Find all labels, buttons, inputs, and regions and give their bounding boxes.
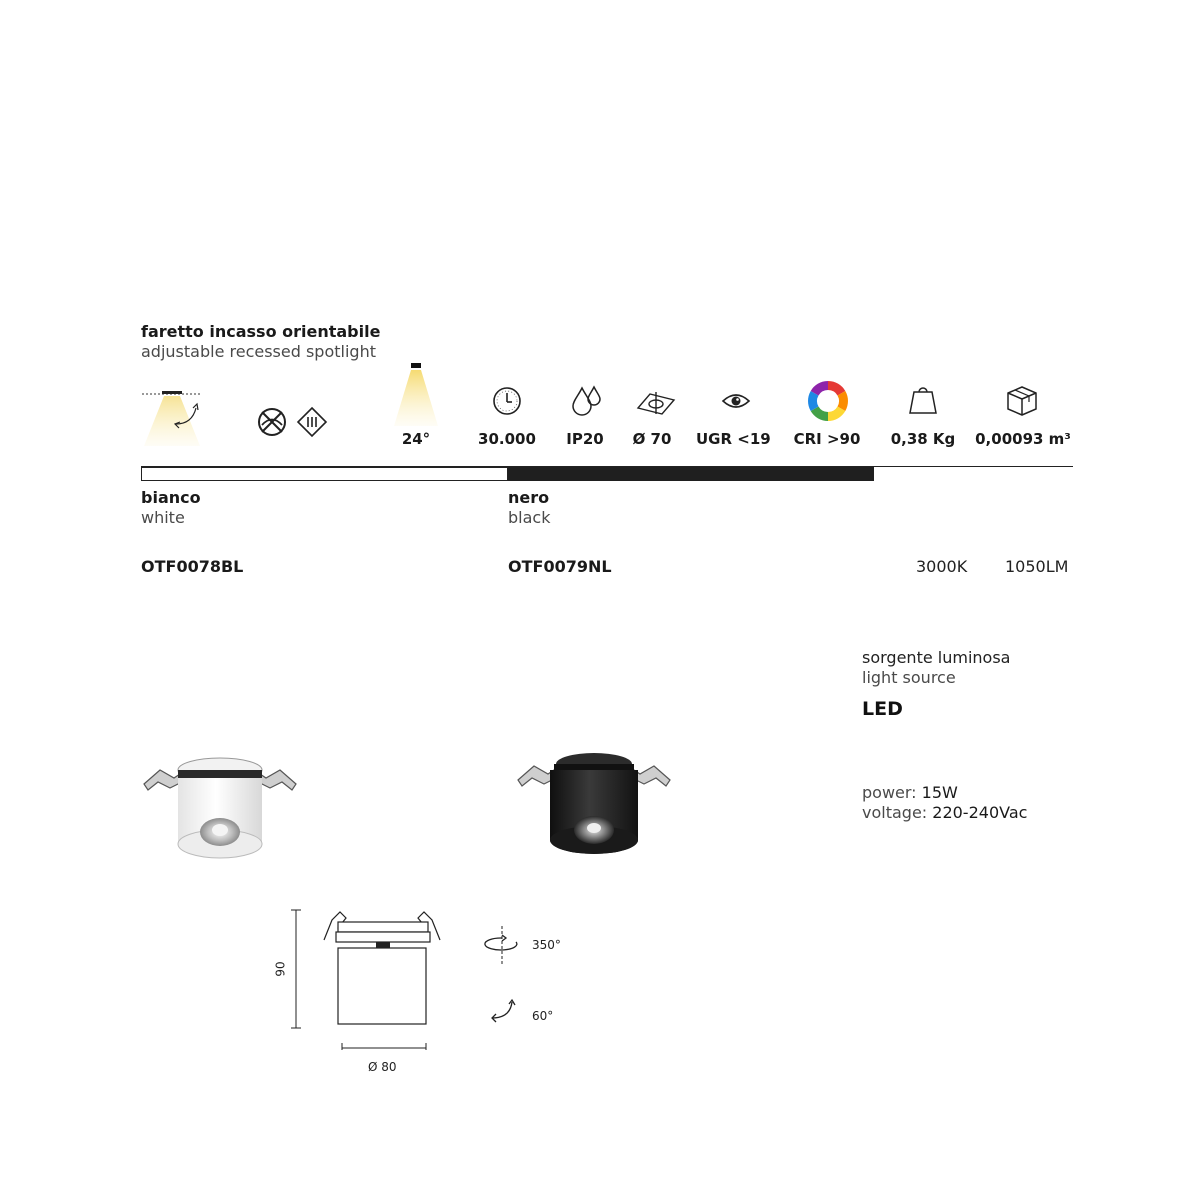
- light-source-label-it: sorgente luminosa: [862, 648, 1011, 667]
- voltage-line: [862, 803, 1027, 822]
- height-dimension: 90: [273, 961, 288, 977]
- product-title-en: adjustable recessed spotlight: [141, 342, 376, 361]
- rotation-value: 350°: [532, 938, 561, 952]
- product-title-it: faretto incasso orientabile: [141, 322, 381, 341]
- package-box-icon: [1005, 384, 1039, 418]
- volume-value: 0,00093 m³: [975, 430, 1071, 448]
- diameter-icon: [636, 388, 676, 416]
- variant-black-name-en: black: [508, 508, 551, 527]
- lifetime-value: 30.000: [478, 430, 536, 448]
- rotation-icon: [482, 924, 522, 968]
- voltage-value: 220-240Vac: [932, 803, 1028, 822]
- luminous-flux: 1050LM: [1005, 557, 1069, 576]
- ugr-value: UGR <19: [696, 430, 771, 448]
- eye-icon: [721, 391, 751, 411]
- white-color-bar: [141, 467, 508, 481]
- class-iii-icon: [296, 406, 328, 438]
- variant-black-code: OTF0079NL: [508, 557, 612, 576]
- not-coverable-icon: [256, 406, 288, 438]
- diameter-dimension: Ø 80: [368, 1060, 397, 1074]
- power-value: 15W: [921, 783, 958, 802]
- light-source-label-en: light source: [862, 668, 956, 687]
- variant-black-name-it: nero: [508, 488, 550, 507]
- tilt-icon: [488, 998, 518, 1024]
- power-line: [862, 783, 958, 802]
- light-source-value: LED: [862, 698, 903, 720]
- voltage-label: voltage:: [862, 803, 928, 822]
- clock-icon: [491, 385, 523, 417]
- water-drops-icon: [570, 384, 604, 416]
- variant-white-name-en: white: [141, 508, 185, 527]
- beam-angle-value: 24°: [401, 430, 431, 448]
- black-spotlight-image: [514, 746, 674, 864]
- ip-rating-value: IP20: [566, 430, 604, 448]
- cri-value: CRI >90: [793, 430, 861, 448]
- white-spotlight-image: [140, 748, 300, 872]
- color-wheel-icon: [806, 379, 850, 423]
- diameter-value: Ø 70: [632, 430, 672, 448]
- weight-icon: [908, 384, 938, 416]
- black-color-bar: [508, 467, 874, 481]
- technical-drawing: [268, 900, 448, 1050]
- tilt-value: 60°: [532, 1009, 554, 1023]
- spotlight-beam-icon: [140, 388, 206, 448]
- power-label: power:: [862, 783, 917, 802]
- weight-value: 0,38 Kg: [890, 430, 956, 448]
- variant-white-name-it: bianco: [141, 488, 201, 507]
- beam-angle-icon: [392, 362, 440, 428]
- variant-white-code: OTF0078BL: [141, 557, 244, 576]
- color-temperature: 3000K: [916, 557, 968, 576]
